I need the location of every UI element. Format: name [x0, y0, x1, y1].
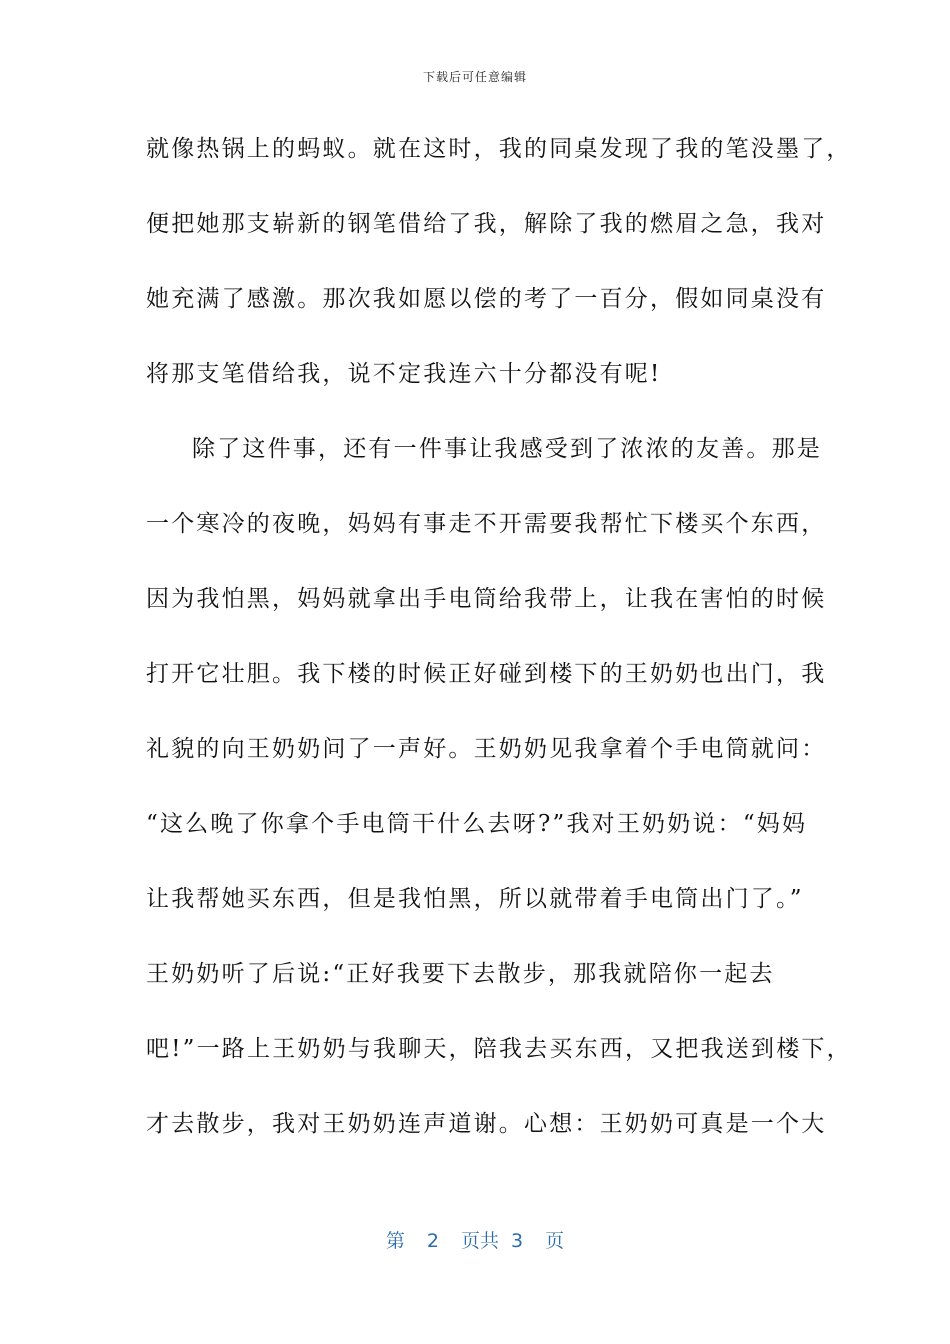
page-mid: 页共: [460, 1230, 499, 1252]
paragraph-line: 一个寒冷的夜晚，妈妈有事走不开需要我帮忙下楼买个东西，: [146, 511, 827, 537]
paragraph-line: 吧!”一路上王奶奶与我聊天，陪我去买东西，又把我送到楼下，: [146, 1036, 852, 1062]
paragraph-line: 礼貌的向王奶奶问了一声好。王奶奶见我拿着个手电筒就问：: [146, 736, 827, 762]
paragraph-line: 就像热锅上的蚂蚁。就在这时，我的同桌发现了我的笔没墨了，: [146, 136, 852, 162]
paragraph-line: 王奶奶听了后说:“正好我要下去散步，那我就陪你一起去: [146, 961, 775, 987]
paragraph-line: 因为我怕黑，妈妈就拿出手电筒给我带上，让我在害怕的时候: [146, 586, 827, 612]
page-suffix: 页: [545, 1230, 565, 1252]
total-pages-number: 3: [511, 1230, 524, 1252]
paragraph-line: 将那支笔借给我，说不定我连六十分都没有呢!: [146, 361, 662, 387]
paragraph-line: 她充满了感激。那次我如愿以偿的考了一百分，假如同桌没有: [146, 286, 827, 312]
paragraph-line: 让我帮她买东西，但是我怕黑，所以就带着手电筒出门了。”: [146, 886, 804, 912]
document-body: [146, 120, 852, 1170]
current-page-number: 2: [426, 1230, 439, 1252]
paragraph-line: 便把她那支崭新的钢笔借给了我，解除了我的燃眉之急，我对: [146, 211, 827, 237]
page-footer: [0, 1226, 950, 1253]
paragraph-line: “这么晚了你拿个手电筒干什么去呀?”我对王奶奶说：“妈妈: [146, 811, 808, 837]
header-note: 下载后可任意编辑: [422, 70, 527, 84]
paragraph-line-indented: 除了这件事，还有一件事让我感受到了浓浓的友善。那是: [192, 436, 822, 462]
paragraph-line: 打开它壮胆。我下楼的时候正好碰到楼下的王奶奶也出门，我: [146, 661, 827, 687]
paragraph-line: 才去散步，我对王奶奶连声道谢。心想：王奶奶可真是一个大: [146, 1111, 827, 1137]
page-prefix: 第: [385, 1230, 405, 1252]
